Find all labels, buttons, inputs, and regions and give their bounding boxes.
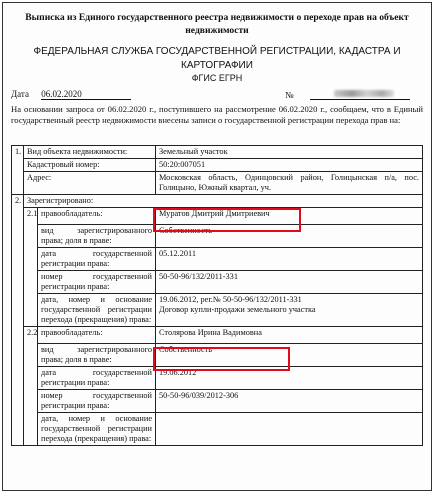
date-row [11,89,131,100]
number-row [285,89,410,100]
table-row [12,344,423,367]
basis-value-line: 19.06.2012, рег.№ 50-50-96/132/2011-331 [159,295,302,304]
document-title: Выписка из Единого государственного реестра недвижимости о переходе прав на объект недвижимости [25,12,409,36]
entry-number: 2.2 [24,327,38,446]
table-row [12,159,423,172]
section-number: 2. [12,195,24,446]
reg-date-label: дата государственной регистрации права: [38,367,156,390]
holder-value: Столярова Ирина Вадимовна [156,327,423,344]
address-value: Московская область, Одинцовский район, Голицынская п/а, пос. Голицыно, Южный квартал, уч. [156,172,423,195]
table-row [12,271,423,294]
table-row [12,146,423,159]
holder-label: правообладатель: [38,327,156,344]
right-type-label: вид зарегистрированного права; доля в праве: [38,225,156,248]
right-type-label: вид зарегистрированного права; доля в праве: [38,344,156,367]
reg-date-label: дата государственной регистрации права: [38,248,156,271]
cadastral-label: Кадастровый номер: [24,159,156,172]
table-row [12,294,423,327]
intro-paragraph: На основании запроса от 06.02.2020 г., поступившего на рассмотрение 06.02.2020 г., сообщаем, что в Единый государственный реестр недвижимости внесены записи о государственной регистрации перехода прав на: [11,104,423,125]
right-type-value: Собственность [156,225,423,248]
records-table [11,145,423,446]
table-row [12,195,423,208]
basis-value-line: Договор купли-продажи земельного участка [159,305,316,314]
basis-value [156,413,423,446]
object-type-label: Вид объекта недвижимости: [24,146,156,159]
holder-label: правообладатель: [38,208,156,225]
date-value: 06.02.2020 [41,89,131,100]
cadastral-value: 50:20:007051 [156,159,423,172]
reg-date-value: 05.12.2011 [156,248,423,271]
section-number: 1. [12,146,24,195]
table-row [12,172,423,195]
object-type-value: Земельный участок [156,146,423,159]
basis-value [156,294,423,327]
table-row [12,208,423,225]
registered-label: Зарегистрировано: [24,195,423,208]
entry-number: 2.1 [24,208,38,327]
table-row [12,367,423,390]
reg-number-label: номер государственной регистрации права: [38,390,156,413]
table-row [12,413,423,446]
right-type-value: Собственность [156,344,423,367]
reg-number-value: 50-50-96/132/2011-331 [156,271,423,294]
number-value-redacted [310,89,410,100]
document-page [2,2,432,491]
table-row [12,327,423,344]
number-label: № [285,90,294,100]
holder-value: Муратов Дмитрий Дмитриевич [156,208,423,225]
redaction-blur [334,90,394,97]
table-row [12,390,423,413]
basis-label: дата, номер и основание государственной регистрации перехода (прекращения) права: [38,413,156,446]
agency-name: ФЕДЕРАЛЬНАЯ СЛУЖБА ГОСУДАРСТВЕННОЙ РЕГИСТРАЦИИ, КАДАСТРА И КАРТОГРАФИИ [33,46,401,71]
basis-label: дата, номер и основание государственной регистрации перехода (прекращения) права: [38,294,156,327]
table-row [12,225,423,248]
system-name: ФГИС ЕГРН [191,73,243,83]
reg-date-value: 19.06.2012 [156,367,423,390]
reg-number-value: 50-50-96/039/2012-306 [156,390,423,413]
address-label: Адрес: [24,172,156,195]
reg-number-label: номер государственной регистрации права: [38,271,156,294]
table-row [12,248,423,271]
date-label: Дата [11,89,29,99]
